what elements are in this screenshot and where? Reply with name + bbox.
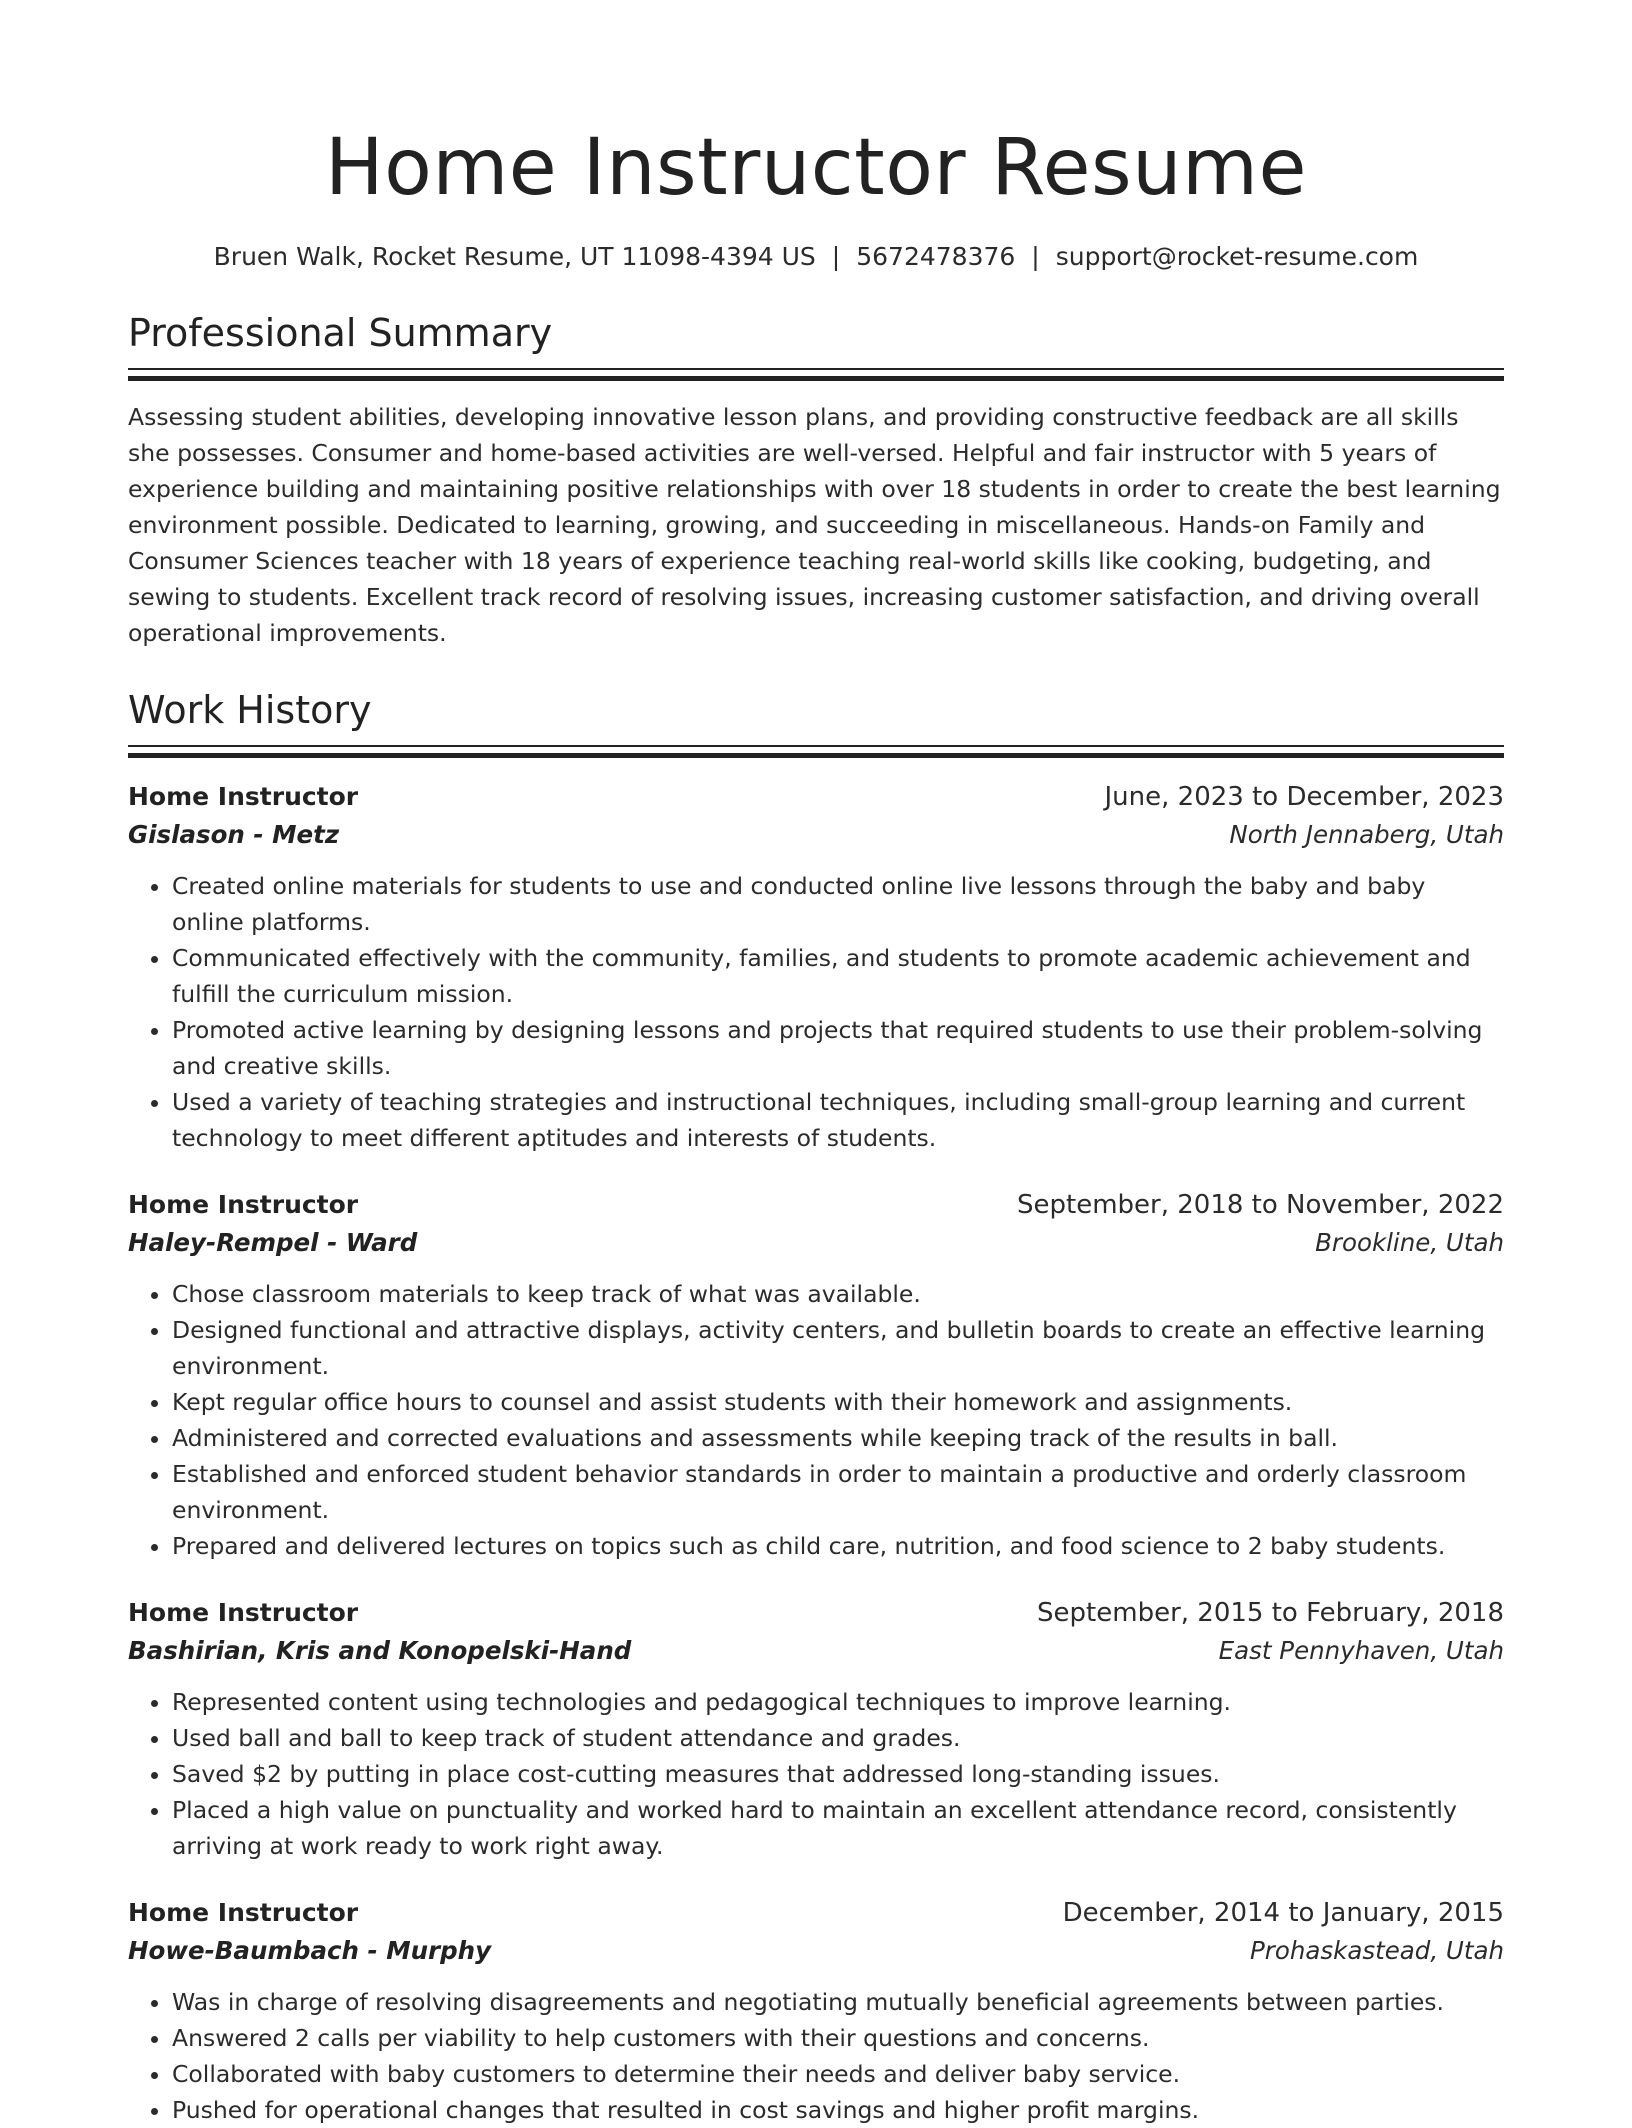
job-company-row	[128, 1224, 1504, 1262]
job-company: Gislason - Metz	[128, 820, 340, 849]
job-company-row	[128, 1632, 1504, 1670]
work-history-list	[128, 778, 1504, 2128]
job-title: Home Instructor	[128, 782, 359, 811]
job-entry	[128, 1186, 1504, 1564]
job-title-row	[128, 778, 1504, 816]
job-title: Home Instructor	[128, 1898, 359, 1927]
job-bullet: • Collaborated with baby customers to determine their needs and deliver baby service.	[172, 2056, 1504, 2092]
job-company-row	[128, 1932, 1504, 1970]
job-company-row	[128, 816, 1504, 854]
job-title: Home Instructor	[128, 1598, 359, 1627]
contact-phone: 5672478376	[856, 242, 1016, 271]
job-bullet: • Kept regular office hours to counsel and assist students with their homework and assignments.	[172, 1384, 1504, 1420]
job-bullet: • Communicated effectively with the community, families, and students to promote academic achievement and fulfill the curriculum mission.	[172, 940, 1504, 1012]
job-title-row	[128, 1894, 1504, 1932]
job-dates: December, 2014 to January, 2015	[1062, 1898, 1504, 1928]
contact-address: Bruen Walk, Rocket Resume, UT 11098-4394 US	[213, 242, 816, 271]
job-location: Prohaskastead, Utah	[1249, 1936, 1504, 1965]
section-title-work-history: Work History	[128, 688, 372, 732]
job-location: North Jennaberg, Utah	[1229, 820, 1504, 849]
job-bullet: • Pushed for operational changes that resulted in cost savings and higher profit margins.	[172, 2092, 1504, 2128]
job-bullet: • Used a variety of teaching strategies and instructional techniques, including small-group learning and current technology to meet different aptitudes and interests of students.	[172, 1084, 1504, 1156]
job-bullet: • Was in charge of resolving disagreements and negotiating mutually beneficial agreements between parties.	[172, 1984, 1504, 2020]
contact-separator: |	[831, 242, 841, 271]
job-bullet: • Placed a high value on punctuality and worked hard to maintain an excellent attendance record, consistently arriving at work ready to work right away.	[172, 1792, 1504, 1864]
job-location: Brookline, Utah	[1315, 1228, 1504, 1257]
job-company: Haley-Rempel - Ward	[128, 1228, 418, 1257]
summary-text: Assessing student abilities, developing innovative lesson plans, and providing constructive feedback are all skills she possesses. Consumer and home-based activities are well-versed. Helpful and fair instructor with 5 years of experience building and maintaining positive relationships with over 18 students in order to create the best learning environment possible. Dedicated to learning, growing, and succeeding in miscellaneous. Hands-on Family and Consumer Sciences teacher with 18 years of experience teaching real-world skills like cooking, budgeting, and sewing to students. Excellent track record of resolving issues, increasing customer satisfaction, and driving overall operational improvements.	[128, 403, 1501, 647]
job-bullet: • Used ball and ball to keep track of student attendance and grades.	[172, 1720, 1504, 1756]
summary-section-header	[128, 308, 1504, 381]
job-company: Bashirian, Kris and Konopelski-Hand	[128, 1636, 632, 1665]
job-bullet: • Chose classroom materials to keep track of what was available.	[172, 1276, 1504, 1312]
job-bullet: • Established and enforced student behavior standards in order to maintain a productive and orderly classroom environment.	[172, 1456, 1504, 1528]
contact-line	[128, 240, 1504, 274]
resume-title: Home Instructor Resume	[324, 123, 1308, 213]
section-divider	[128, 368, 1504, 381]
job-title-row	[128, 1594, 1504, 1632]
job-bullet: • Created online materials for students to use and conducted online live lessons through the baby and baby online platforms.	[172, 868, 1504, 940]
job-bullet: • Prepared and delivered lectures on topics such as child care, nutrition, and food science to 2 baby students.	[172, 1528, 1504, 1564]
job-title-row	[128, 1186, 1504, 1224]
job-bullet: • Administered and corrected evaluations and assessments while keeping track of the results in ball.	[172, 1420, 1504, 1456]
section-title-summary: Professional Summary	[128, 311, 553, 355]
contact-email: support@rocket-resume.com	[1055, 242, 1419, 271]
section-divider	[128, 745, 1504, 758]
job-bullet: • Saved $2 by putting in place cost-cutting measures that addressed long-standing issues.	[172, 1756, 1504, 1792]
job-bullet: • Designed functional and attractive displays, activity centers, and bulletin boards to create an effective learning environment.	[172, 1312, 1504, 1384]
job-entry	[128, 1594, 1504, 1864]
job-bullet-list	[128, 1276, 1504, 1564]
job-entry	[128, 1894, 1504, 2128]
job-dates: June, 2023 to December, 2023	[1104, 782, 1504, 812]
job-bullet: • Represented content using technologies and pedagogical techniques to improve learning.	[172, 1684, 1504, 1720]
job-bullet-list	[128, 868, 1504, 1156]
job-bullet-list	[128, 1684, 1504, 1864]
job-title: Home Instructor	[128, 1190, 359, 1219]
job-bullet-list	[128, 1984, 1504, 2128]
job-entry	[128, 778, 1504, 1156]
work-history-section-header	[128, 685, 1504, 758]
job-location: East Pennyhaven, Utah	[1218, 1636, 1504, 1665]
job-bullet: • Answered 2 calls per viability to help customers with their questions and concerns.	[172, 2020, 1504, 2056]
job-bullet: • Promoted active learning by designing lessons and projects that required students to use their problem-solving and creative skills.	[172, 1012, 1504, 1084]
job-company: Howe-Baumbach - Murphy	[128, 1936, 492, 1965]
contact-separator: |	[1031, 242, 1040, 271]
job-dates: September, 2018 to November, 2022	[1017, 1190, 1504, 1220]
job-dates: September, 2015 to February, 2018	[1037, 1598, 1504, 1628]
